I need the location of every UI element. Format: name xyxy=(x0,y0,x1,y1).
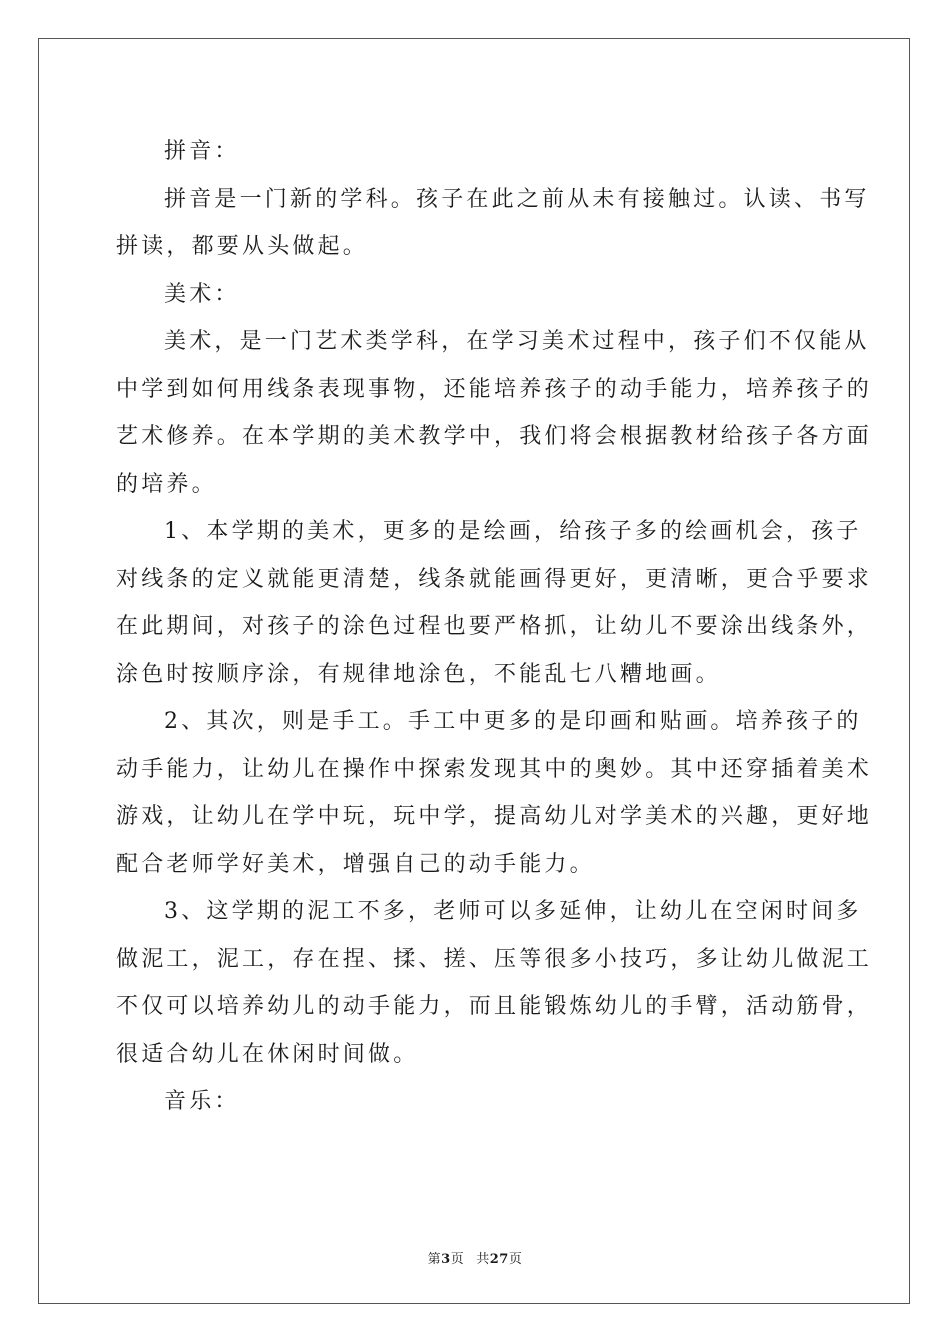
text-line: 在此期间，对孩子的涂色过程也要严格抓，让幼儿不要涂出线条外， xyxy=(116,614,873,639)
footer-prefix: 第 xyxy=(427,1252,442,1267)
footer-total-prefix: 共 xyxy=(476,1252,490,1267)
text-line: 的培养。 xyxy=(116,471,217,497)
footer-total-suffix: 页 xyxy=(508,1252,523,1267)
document-body xyxy=(116,128,873,1126)
text-line: 2、其次，则是手工。手工中更多的是印画和贴画。培养孩子的 xyxy=(164,709,862,734)
text-line: 音乐： xyxy=(164,1089,240,1114)
text-line: 不仅可以培养幼儿的动手能力，而且能锻炼幼儿的手臂，活动筋骨， xyxy=(116,994,873,1019)
text-line: 拼音是一门新的学科。孩子在此之前从未有接触过。认读、书写 xyxy=(164,186,870,212)
total-pages: 27 xyxy=(489,1252,509,1267)
text-line: 做泥工，泥工，存在捏、揉、搓、压等很多小技巧，多让幼儿做泥工 xyxy=(116,946,873,972)
text-line: 美术，是一门艺术类学科，在学习美术过程中，孩子们不仅能从 xyxy=(164,329,870,354)
text-line: 3、这学期的泥工不多，老师可以多延伸，让幼儿在空闲时间多 xyxy=(164,899,862,924)
text-line: 拼读，都要从头做起。 xyxy=(116,234,369,259)
page-footer xyxy=(0,1248,950,1267)
text-line: 动手能力，让幼儿在操作中探索发现其中的奥妙。其中还穿插着美术 xyxy=(116,756,873,782)
text-line: 中学到如何用线条表现事物，还能培养孩子的动手能力，培养孩子的 xyxy=(116,376,873,402)
text-line: 很适合幼儿在休闲时间做。 xyxy=(116,1041,419,1067)
text-line: 拼音： xyxy=(164,139,240,164)
text-line: 配合老师学好美术，增强自己的动手能力。 xyxy=(116,851,595,877)
footer-page-suffix: 页 xyxy=(450,1252,465,1267)
text-line: 游戏，让幼儿在学中玩，玩中学，提高幼儿对学美术的兴趣，更好地 xyxy=(116,804,873,829)
page-number: 3 xyxy=(441,1252,451,1267)
text-line: 涂色时按顺序涂，有规律地涂色，不能乱七八糟地画。 xyxy=(116,661,721,687)
text-line: 1、本学期的美术，更多的是绘画，给孩子多的绘画机会，孩子 xyxy=(164,519,862,544)
text-line: 美术： xyxy=(164,281,240,307)
text-line: 对线条的定义就能更清楚，线条就能画得更好，更清晰，更合乎要求 xyxy=(116,566,873,592)
text-line: 艺术修养。在本学期的美术教学中，我们将会根据教材给孩子各方面 xyxy=(116,424,873,449)
